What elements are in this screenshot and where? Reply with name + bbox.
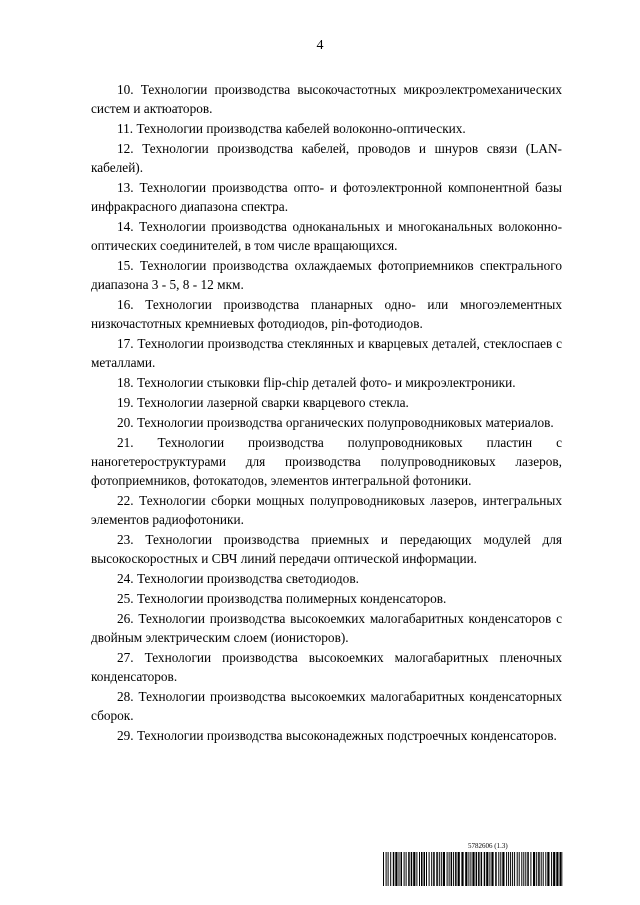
barcode-bar: [498, 852, 499, 886]
list-item: 21. Технологии производства полупроводниковых пластин с наногетероструктурами для производства полупроводниковых лазеров, фотоприемников, фотокатодов, элементов интегральной фотоники.: [91, 435, 562, 488]
document-code: 5782606 (1.3): [468, 842, 508, 850]
barcode-bar: [514, 852, 515, 886]
list-item: 29. Технологии производства высоконадежных подстроечных конденсаторов.: [117, 728, 557, 743]
barcode-bar: [519, 852, 520, 886]
barcode-bar: [489, 852, 490, 886]
barcode-bar: [551, 852, 552, 886]
barcode-bar: [476, 852, 478, 886]
barcode-bar: [451, 852, 453, 886]
barcode-bar: [465, 852, 467, 886]
barcode-bar: [545, 852, 546, 886]
barcode-bar: [470, 852, 471, 886]
barcode-bar: [416, 852, 417, 886]
barcode-image: [383, 852, 563, 886]
list-item: 13. Технологии производства опто- и фотоэлектронной компонентной базы инфракрасного диапазона спектра.: [91, 180, 562, 214]
list-item: 18. Технологии стыковки flip-chip деталей фото- и микроэлектроники.: [117, 375, 516, 390]
barcode-bar: [553, 852, 555, 886]
barcode-bar: [510, 852, 511, 886]
barcode-bar: [472, 852, 474, 886]
barcode-bar: [399, 852, 400, 886]
barcode-bar: [386, 852, 387, 886]
barcode-bar: [523, 852, 524, 886]
list-item: 24. Технологии производства светодиодов.: [117, 571, 359, 586]
barcode-bar: [395, 852, 397, 886]
barcode-bar: [388, 852, 389, 886]
barcode-bar: [411, 852, 413, 886]
barcode-bar: [560, 852, 562, 886]
list-item: 25. Технологии производства полимерных конденсаторов.: [117, 591, 447, 606]
barcode-bar: [429, 852, 430, 886]
barcode-bar: [393, 852, 395, 886]
barcode-bar: [491, 852, 493, 886]
barcode-bar: [533, 852, 535, 886]
barcode-bar: [530, 852, 531, 886]
barcode-bar: [481, 852, 483, 886]
barcode-bar: [426, 852, 427, 886]
barcode-bar: [461, 852, 463, 886]
list-item: 22. Технологии сборки мощных полупроводниковых лазеров, интегральных элементов радиофотоники.: [91, 493, 562, 527]
barcode-bar: [421, 852, 423, 886]
barcode-bar: [441, 852, 442, 886]
barcode-bar: [521, 852, 522, 886]
barcode-bar: [538, 852, 540, 886]
barcode-bar: [404, 852, 405, 886]
list-item: 10. Технологии производства высокочастотных микроэлектромеханических систем и актюаторов.: [91, 82, 562, 116]
list-item: 12. Технологии производства кабелей, проводов и шнуров связи (LAN-кабелей).: [91, 141, 562, 175]
barcode-bar: [453, 852, 454, 886]
barcode-bar: [408, 852, 410, 886]
barcode-bar: [484, 852, 486, 886]
barcode-bar: [486, 852, 488, 886]
barcode-bar: [495, 852, 497, 886]
list-item: 14. Технологии производства одноканальных и многоканальных волоконно-оптических соединителей, в том числе вращающихся.: [91, 219, 562, 253]
barcode-bar: [383, 852, 384, 886]
list-item: 17. Технологии производства стеклянных и кварцевых деталей, стеклоспаев с металлами.: [91, 336, 562, 370]
list-item: 26. Технологии производства высокоемких малогабаритных конденсаторов с двойным электрическим слоем (ионисторов).: [91, 611, 562, 645]
barcode-bar: [506, 852, 507, 886]
list-item: 28. Технологии производства высокоемких малогабаритных конденсаторных сборок.: [91, 689, 562, 723]
barcode-bar: [525, 852, 526, 886]
barcode-bar: [455, 852, 457, 886]
barcode-bar: [401, 852, 403, 886]
barcode-bar: [556, 852, 558, 886]
barcode-bar: [431, 852, 432, 886]
list-item: 27. Технологии производства высокоемких малогабаритных пленочных конденсаторов.: [91, 650, 562, 684]
barcode-bar: [433, 852, 435, 886]
barcode-bar: [517, 852, 518, 886]
list-item: 11. Технологии производства кабелей волоконно-оптических.: [117, 121, 466, 136]
barcode-bar: [406, 852, 407, 886]
list-item: 20. Технологии производства органических полупроводниковых материалов.: [117, 415, 554, 430]
barcode-bar: [436, 852, 438, 886]
barcode-bar: [502, 852, 504, 886]
barcode-bar: [541, 852, 542, 886]
barcode-bar: [547, 852, 549, 886]
barcode-bar: [424, 852, 426, 886]
barcode-bar: [512, 852, 513, 886]
barcode-bar: [458, 852, 460, 886]
barcode-bar: [443, 852, 445, 886]
document-body: [91, 80, 562, 746]
barcode-bar: [390, 852, 391, 886]
barcode-bar: [508, 852, 509, 886]
barcode-bar: [478, 852, 480, 886]
list-item: 23. Технологии производства приемных и передающих модулей для высокоскоростных и СВЧ линий передачи оптической информации.: [91, 532, 562, 566]
barcode-bar: [468, 852, 469, 886]
barcode-bar: [449, 852, 450, 886]
barcode-bar: [527, 852, 529, 886]
barcode-bar: [500, 852, 501, 886]
barcode-bar: [419, 852, 420, 886]
barcode-bar: [439, 852, 440, 886]
list-item: 19. Технологии лазерной сварки кварцевого стекла.: [117, 395, 409, 410]
barcode-bar: [536, 852, 537, 886]
barcode-bar: [543, 852, 544, 886]
barcode-bar: [447, 852, 448, 886]
barcode-bar: [413, 852, 415, 886]
page-number: 4: [316, 38, 324, 53]
list-item: 16. Технологии производства планарных одно- или многоэлементных низкочастотных кремниевых фотодиодов, pin-фотодиодов.: [91, 297, 562, 331]
list-item: 15. Технологии производства охлаждаемых фотоприемников спектрального диапазона 3 - 5, 8 - 12 мкм.: [91, 258, 562, 292]
